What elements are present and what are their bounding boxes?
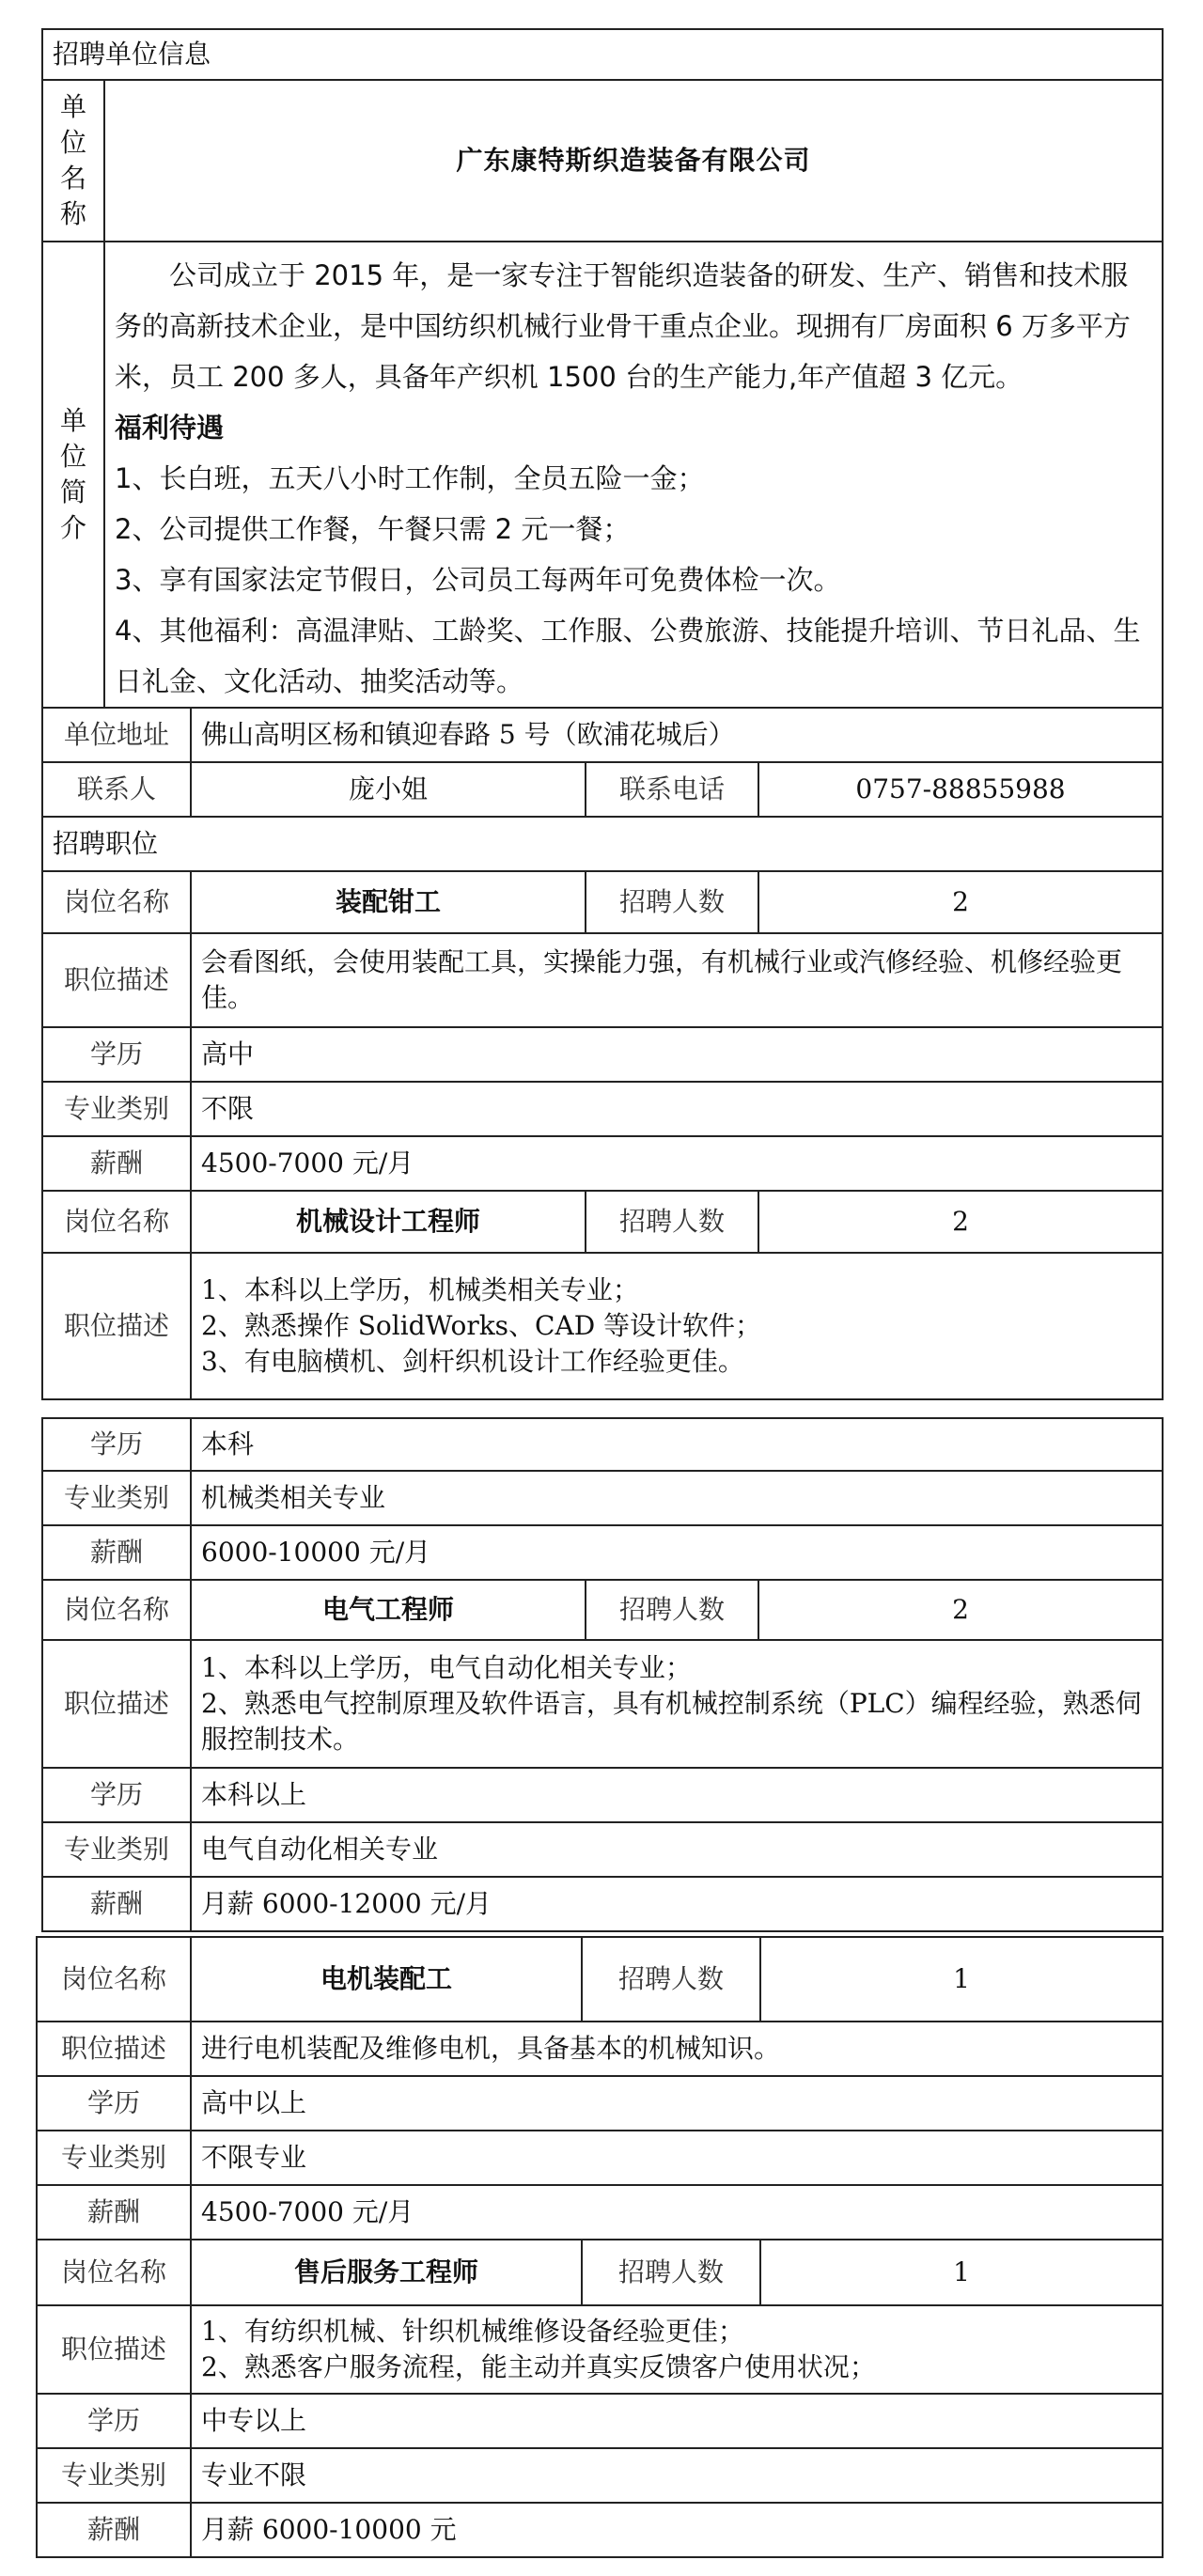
major-value: 不限专业: [191, 2131, 1163, 2185]
education-label: 学历: [42, 1027, 191, 1082]
salary-value: 6000-10000 元/月: [191, 1525, 1163, 1580]
benefit-item: 1、长白班，五天八小时工作制，全员五险一金；: [115, 462, 705, 494]
salary-value: 月薪 6000-12000 元/月: [191, 1877, 1163, 1931]
position-name-label: 岗位名称: [42, 871, 191, 933]
major-label: 专业类别: [42, 1822, 191, 1877]
education-value: 本科以上: [191, 1768, 1163, 1822]
headcount-label: 招聘人数: [586, 871, 758, 933]
contact-label: 联系人: [42, 762, 191, 817]
education-value: 中专以上: [191, 2394, 1163, 2448]
headcount-value: 2: [758, 1580, 1163, 1640]
headcount-label: 招聘人数: [582, 2240, 760, 2305]
company-intro: [104, 242, 1163, 708]
salary-value: 4500-7000 元/月: [191, 2185, 1163, 2240]
headcount-value: 1: [760, 2240, 1163, 2305]
description-value: 进行电机装配及维修电机，具备基本的机械知识。: [191, 2022, 1163, 2076]
section-title-company: 招聘单位信息: [42, 29, 1163, 80]
positions-table-2: [41, 1417, 1164, 1932]
education-label: 学历: [37, 2394, 191, 2448]
headcount-value: 1: [760, 1937, 1163, 2022]
salary-label: 薪酬: [37, 2503, 191, 2557]
description-label: 职位描述: [42, 1640, 191, 1768]
intro-paragraph: 公司成立于 2015 年，是一家专注于智能织造装备的研发、生产、销售和技术服务的高新技术企业，是中国纺织机械行业骨干重点企业。现拥有厂房面积 6 万多平方米，员工 200 多人，具备年产织机 1500 台的生产能力,年产值超 3 亿元。: [115, 259, 1131, 393]
description-label: 职位描述: [37, 2022, 191, 2076]
major-value: 不限: [191, 1082, 1163, 1136]
description-value: 1、本科以上学历，机械类相关专业； 2、熟悉操作 SolidWorks、CAD 等设计软件； 3、有电脑横机、剑杆织机设计工作经验更佳。: [191, 1253, 1163, 1399]
position-name-label: 岗位名称: [37, 2240, 191, 2305]
position-name: 机械设计工程师: [191, 1191, 586, 1253]
company-info-table: [41, 28, 1164, 1400]
major-value: 专业不限: [191, 2448, 1163, 2503]
position-name: 售后服务工程师: [191, 2240, 582, 2305]
major-label: 专业类别: [37, 2131, 191, 2185]
description-label: 职位描述: [37, 2305, 191, 2394]
education-label: 学历: [37, 2076, 191, 2131]
company-name-label: 单 位 名 称: [42, 80, 104, 242]
salary-label: 薪酬: [42, 1525, 191, 1580]
description-value: 会看图纸，会使用装配工具，实操能力强，有机械行业或汽修经验、机修经验更佳。: [191, 933, 1163, 1027]
headcount-value: 2: [758, 871, 1163, 933]
address-label: 单位地址: [42, 708, 191, 762]
education-value: 高中: [191, 1027, 1163, 1082]
position-name: 电机装配工: [191, 1937, 582, 2022]
position-name: 电气工程师: [191, 1580, 586, 1640]
salary-label: 薪酬: [37, 2185, 191, 2240]
phone-label: 联系电话: [586, 762, 758, 817]
company-intro-label: 单 位 简 介: [42, 242, 104, 708]
address-value: 佛山高明区杨和镇迎春路 5 号（欧浦花城后）: [191, 708, 1163, 762]
major-label: 专业类别: [37, 2448, 191, 2503]
position-name-label: 岗位名称: [42, 1580, 191, 1640]
headcount-label: 招聘人数: [586, 1191, 758, 1253]
description-label: 职位描述: [42, 1253, 191, 1399]
salary-label: 薪酬: [42, 1136, 191, 1191]
salary-value: 月薪 6000-10000 元: [191, 2503, 1163, 2557]
benefit-item: 3、享有国家法定节假日，公司员工每两年可免费体检一次。: [115, 564, 841, 596]
company-name: 广东康特斯织造装备有限公司: [104, 80, 1163, 242]
phone-value: 0757-88855988: [758, 762, 1163, 817]
major-value: 机械类相关专业: [191, 1471, 1163, 1525]
headcount-label: 招聘人数: [586, 1580, 758, 1640]
education-value: 高中以上: [191, 2076, 1163, 2131]
position-name-label: 岗位名称: [42, 1191, 191, 1253]
education-value: 本科: [191, 1418, 1163, 1471]
description-value: 1、有纺织机械、针织机械维修设备经验更佳； 2、熟悉客户服务流程，能主动并真实反馈客户使用状况；: [191, 2305, 1163, 2394]
major-label: 专业类别: [42, 1471, 191, 1525]
positions-table-4: [36, 2239, 1164, 2558]
benefit-item: 2、公司提供工作餐，午餐只需 2 元一餐；: [115, 513, 631, 545]
headcount-value: 2: [758, 1191, 1163, 1253]
description-value: 1、本科以上学历，电气自动化相关专业； 2、熟悉电气控制原理及软件语言，具有机械控制系统（PLC）编程经验，熟悉伺服控制技术。: [191, 1640, 1163, 1768]
benefits-title: 福利待遇: [115, 412, 225, 444]
position-name-label: 岗位名称: [37, 1937, 191, 2022]
salary-label: 薪酬: [42, 1877, 191, 1931]
position-name: 装配钳工: [191, 871, 586, 933]
education-label: 学历: [42, 1768, 191, 1822]
contact-value: 庞小姐: [191, 762, 586, 817]
description-label: 职位描述: [42, 933, 191, 1027]
major-label: 专业类别: [42, 1082, 191, 1136]
major-value: 电气自动化相关专业: [191, 1822, 1163, 1877]
section-title-positions: 招聘职位: [42, 817, 1163, 871]
headcount-label: 招聘人数: [582, 1937, 760, 2022]
education-label: 学历: [42, 1418, 191, 1471]
positions-table-3: [36, 1936, 1164, 2240]
salary-value: 4500-7000 元/月: [191, 1136, 1163, 1191]
benefit-item: 4、其他福利：高温津贴、工龄奖、工作服、公费旅游、技能提升培训、节日礼品、生日礼金、文化活动、抽奖活动等。: [115, 615, 1141, 697]
